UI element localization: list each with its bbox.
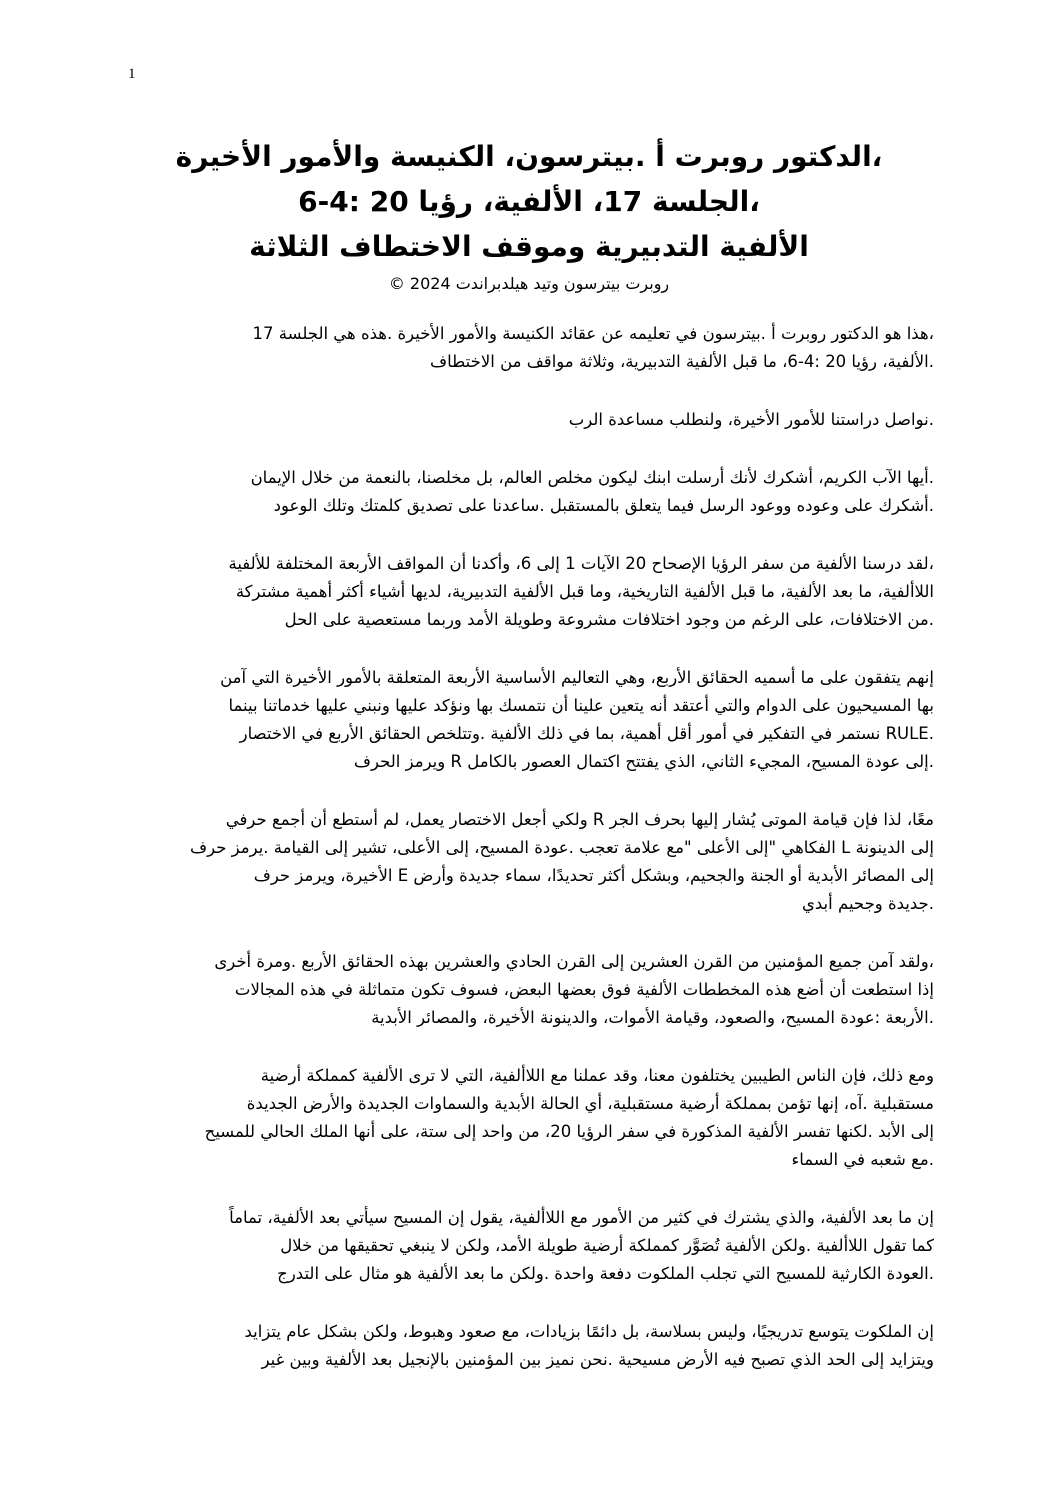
text-line: إنهم يتفقون على ما أسميه الحقائق الأربع، وهي التعاليم الأساسية الأربعة المتعلقة بالأمور الأخيرة التي آمن (220, 668, 934, 687)
text-line: .RULE نستمر في التفكير في أمور أقل أهمية، بما في ذلك الألفية .وتتلخص الحقائق الأربع في الاختصار (239, 724, 934, 743)
text-line: ومع ذلك، فإن الناس الطيبين يختلفون معنا، وقد عملنا مع اللاألفية، التي لا ترى الألفية كمملكة أرضية (260, 1066, 934, 1085)
text-line: .جديدة وجحيم أبدي (801, 894, 934, 913)
text-line: .إلى عودة المسيح، المجيء الثاني، الذي يفتتح اكتمال العصور بالكامل R ويرمز الحرف (353, 752, 934, 771)
text-line: .العودة الكارثية للمسيح التي تجلب الملكوت دفعة واحدة .ولكن ما بعد الألفية هو مثال على التدرج (277, 1264, 934, 1283)
text-line: مستقبلية .آه، إنها تؤمن بمملكة أرضية مستقبلية، أي الحالة الأبدية والسماوات الجديدة والأرض الجديدة (246, 1094, 934, 1113)
text-line: .الأربعة :عودة المسيح، والصعود، وقيامة الأموات، والدينونة الأخيرة، والمصائر الأبدية (371, 1008, 934, 1027)
text-line: .أيها الآب الكريم، أشكرك لأنك أرسلت ابنك ليكون مخلص العالم، بل مخلصنا، بالنعمة من خلال الإيمان (250, 468, 934, 487)
text-line: إن ما بعد الألفية، والذي يشترك في كثير من الأمور مع اللاألفية، يقول إن المسيح سيأتي بعد الألفية، تماماً (229, 1208, 934, 1227)
paragraph-acronym (150, 806, 934, 918)
text-line: ،هذا هو الدكتور روبرت أ .بيترسون في تعليمه عن عقائد الكنيسة والأمور الأخيرة .هذه هي الجلسة 17 (252, 324, 934, 343)
text-line: معًا، لذا فإن قيامة الموتى يُشار إليها بحرف الجر R ولكي أجعل الاختصار يعمل، لم أستطع أن أجمع حرفي (225, 810, 934, 829)
title-line-2: ،الجلسة 17، الألفية، رؤيا 20 :4-6 (298, 185, 760, 218)
text-line: إذا استطعت أن أضع هذه المخططات الألفية فوق بعضها البعض، فسوف تكون متماثلة في هذه المجالات (234, 980, 934, 999)
text-line: إلى الأبد .لكنها تفسر الألفية المذكورة في سفر الرؤيا 20، من واحد إلى ستة، على أنها الملك الحالي للمسيح (204, 1122, 934, 1141)
copyright-line: روبرت بيترسون وتيد هيلدبراندت 2024 © (388, 274, 670, 293)
paragraph-prayer (150, 464, 934, 520)
paragraph-amillennialism (150, 1062, 934, 1174)
paragraph-postmillennialism (150, 1204, 934, 1288)
text-line: اللاألفية، ما بعد الألفية، ما قبل الألفية التاريخية، وما قبل الألفية التدبيرية، لديها أشياء أكثر أهمية مشتركة (235, 582, 934, 601)
paragraph-kingdom-growth (150, 1318, 934, 1374)
document-header (130, 134, 928, 297)
text-line: كما تقول اللاألفية .ولكن الألفية تُصَوَّر كمملكة أرضية طويلة الأمد، ولكن لا ينبغي تحقيقها من خلال (280, 1236, 934, 1255)
paragraph-four-truths (150, 664, 934, 776)
document-body (150, 320, 934, 1404)
text-line: .أشكرك على وعوده ووعود الرسل فيما يتعلق بالمستقبل .ساعدنا على تصديق كلمتك وتلك الوعود (273, 496, 934, 515)
title-line-1: ،الدكتور روبرت أ .بيترسون، الكنيسة والأمور الأخيرة (175, 140, 883, 173)
paragraph-continue (150, 406, 934, 434)
text-line: إلى المصائر الأبدية أو الجنة والجحيم، وبشكل أكثر تحديدًا، سماء جديدة وأرض E الأخيرة، ويرمز حرف (253, 866, 934, 885)
text-line: ،لقد درسنا الألفية من سفر الرؤيا الإصحاح 20 الآيات 1 إلى 6، وأكدنا أن المواقف الأربعة المختلفة للألفية (228, 554, 934, 573)
title-line-3: الألفية التدبيرية وموقف الاختطاف الثلاثة (249, 230, 809, 263)
text-line: إلى الدينونة L الفكاهي "إلى الأعلى "مع علامة تعجب .عودة المسيح، إلى الأعلى، تشير إلى القيامة .يرمز حرف (190, 838, 934, 857)
text-line: ،ولقد آمن جميع المؤمنين من القرن العشرين إلى القرن الحادي والعشرين بهذه الحقائق الأربع .ومرة أخرى (214, 952, 934, 971)
text-line: بها المسيحيون على الدوام والتي أعتقد أنه يتعين علينا أن نتمسك بها ونؤكد عليها ونبني عليها خدماتنا بينما (228, 696, 934, 715)
paragraph-believers (150, 948, 934, 1032)
text-line: .نواصل دراستنا للأمور الأخيرة، ولنطلب مساعدة الرب (568, 410, 934, 429)
page-number: 1 (128, 66, 136, 82)
text-line: .من الاختلافات، على الرغم من وجود اختلافات مشروعة وطويلة الأمد وربما مستعصية على الحل (284, 610, 934, 629)
text-line: .الألفية، رؤيا 20 :4-6، ما قبل الألفية التدبيرية، وثلاثة مواقف من الاختطاف (430, 352, 934, 371)
paragraph-intro (150, 320, 934, 376)
text-line: .مع شعبه في السماء (791, 1150, 934, 1169)
paragraph-four-views (150, 550, 934, 634)
text-line: ويتزايد إلى الحد الذي تصبح فيه الأرض مسيحية .نحن نميز بين المؤمنين بالإنجيل بعد الألفية وبين غير (261, 1350, 934, 1369)
text-line: إن الملكوت يتوسع تدريجيًا، وليس بسلاسة، بل دائمًا بزيادات، مع صعود وهبوط، ولكن بشكل عام يتزايد (244, 1322, 934, 1341)
